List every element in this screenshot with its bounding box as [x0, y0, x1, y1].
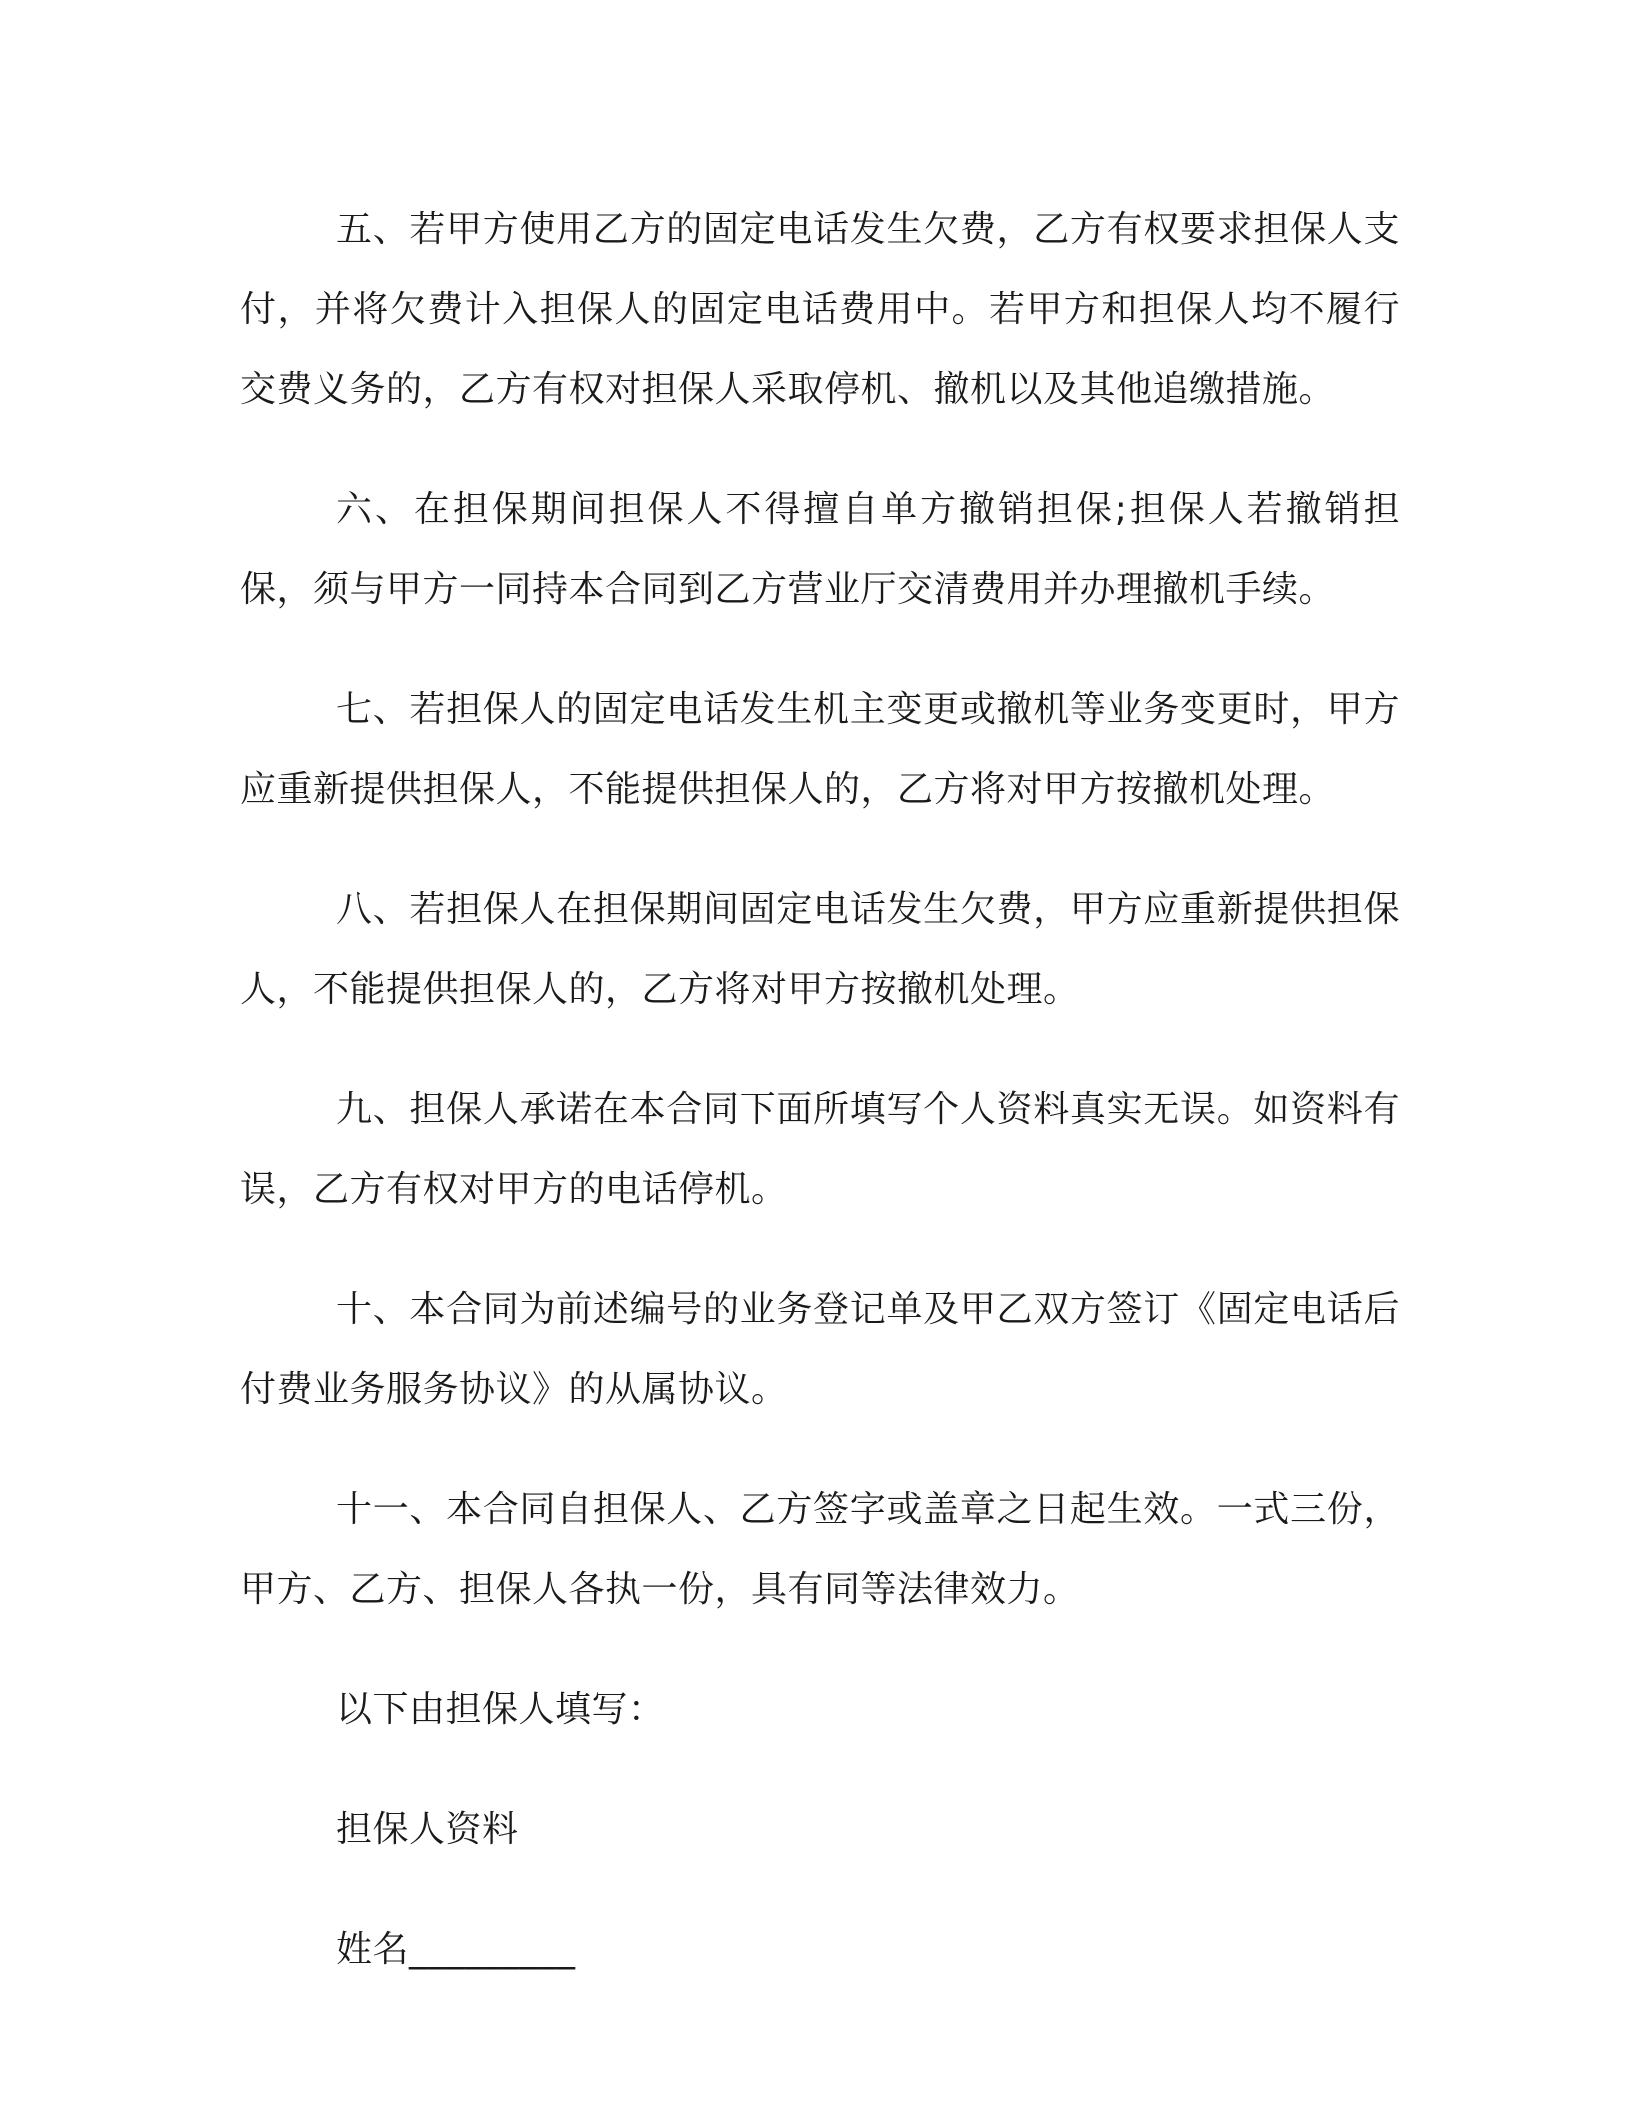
- guarantor-info-title: 担保人资料: [336, 1809, 519, 1850]
- clause-6: 六、在担保期间担保人不得擅自单方撤销担保;担保人若撤销担保，须与甲方一同持本合同到乙方营业厅交清费用并办理撤机手续。: [240, 489, 1400, 610]
- clause-10: 十、本合同为前述编号的业务登记单及甲乙双方签订《固定电话后付费业务服务协议》的从属协议。: [240, 1289, 1400, 1410]
- name-field: 姓名_________: [336, 1929, 576, 1970]
- clause-7: 七、若担保人的固定电话发生机主变更或撤机等业务变更时，甲方应重新提供担保人，不能提供担保人的，乙方将对甲方按撤机处理。: [240, 689, 1400, 810]
- fill-instruction: 以下由担保人填写：: [336, 1689, 665, 1730]
- clause-5: 五、若甲方使用乙方的固定电话发生欠费，乙方有权要求担保人支付，并将欠费计入担保人的固定电话费用中。若甲方和担保人均不履行交费义务的，乙方有权对担保人采取停机、撤机以及其他追缴措施。: [240, 209, 1400, 410]
- clause-11: 十一、本合同自担保人、乙方签字或盖章之日起生效。一式三份，甲方、乙方、担保人各执一份，具有同等法律效力。: [240, 1489, 1400, 1610]
- document-body: [240, 190, 1400, 2030]
- clause-8: 八、若担保人在担保期间固定电话发生欠费，甲方应重新提供担保人，不能提供担保人的，乙方将对甲方按撤机处理。: [240, 889, 1400, 1010]
- clause-9: 九、担保人承诺在本合同下面所填写个人资料真实无误。如资料有误，乙方有权对甲方的电话停机。: [240, 1089, 1400, 1210]
